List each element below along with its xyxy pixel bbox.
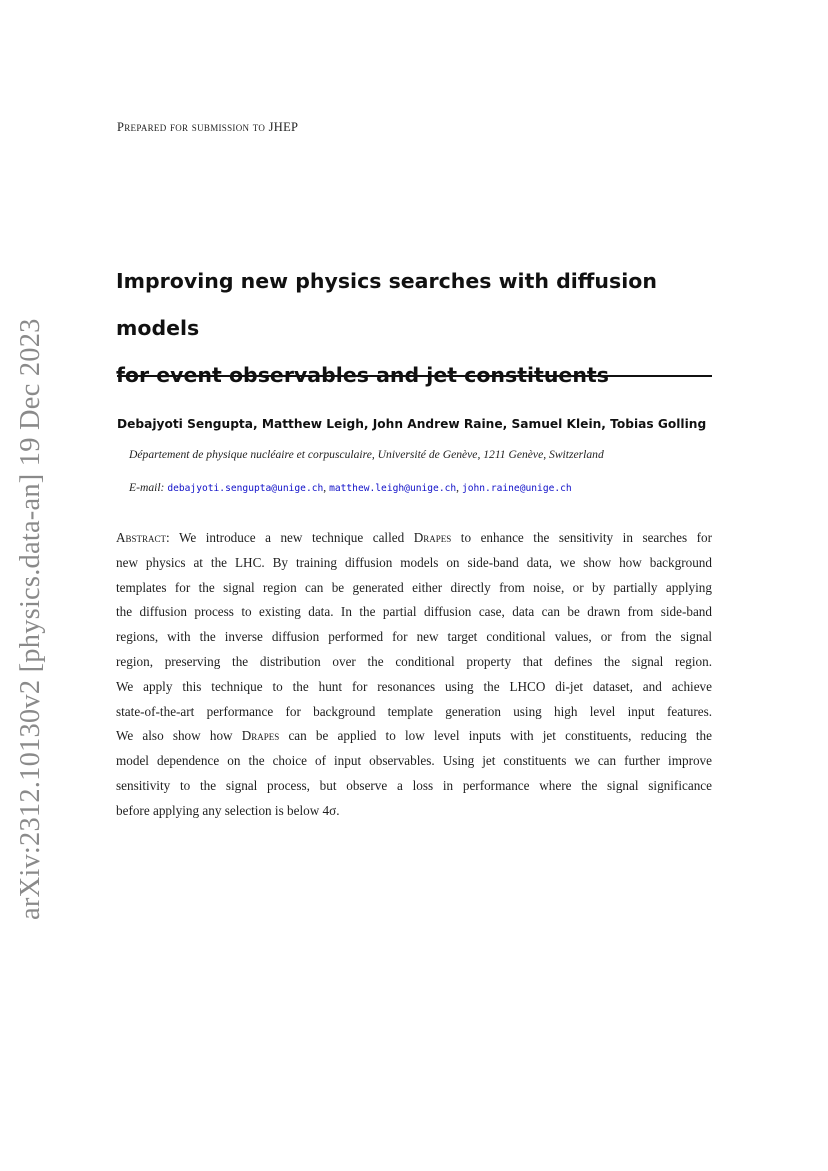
- abstract-label: Abstract:: [116, 530, 170, 545]
- email-link-leigh[interactable]: matthew.leigh@unige.ch: [329, 483, 457, 494]
- abstract-line: new physics at the LHC. By training diffusion models on side-band data, we show how background: [116, 554, 712, 570]
- method-name: Drapes: [413, 530, 452, 545]
- title-line-2: for event observables and jet constituents: [116, 363, 609, 387]
- abstract-text: We introduce a new technique called: [169, 530, 414, 545]
- abstract-text: can be applied to low level inputs with jet constituents, reducing the: [279, 728, 712, 744]
- abstract: [116, 526, 712, 824]
- email-label: E-mail:: [129, 481, 165, 494]
- affiliation: Département de physique nucléaire et corpusculaire, Université de Genève, 1211 Genève, Switzerland: [129, 448, 604, 461]
- abstract-line: region, preserving the distribution over the conditional property that defines the signal region.: [116, 653, 712, 669]
- title-divider: [117, 375, 712, 377]
- abstract-line: regions, with the inverse diffusion performed for new target conditional values, or from the signal: [116, 629, 712, 645]
- abstract-text: We also show how: [116, 728, 242, 744]
- abstract-line: model dependence on the choice of input observables. Using jet constituents we can further improve: [116, 753, 712, 769]
- abstract-line: the diffusion process to existing data. In the partial diffusion case, data can be drawn from side-band: [116, 604, 712, 620]
- journal-preparation-note: Prepared for submission to JHEP: [117, 120, 299, 134]
- arxiv-identifier-stamp: arXiv:2312.10130v2 [physics.data-an] 19 Dec 2023: [15, 318, 46, 920]
- email-line: E-mail: debajyoti.sengupta@unige.ch, matthew.leigh@unige.ch, john.raine@unige.ch: [129, 481, 572, 494]
- abstract-line: before applying any selection is below 4σ.: [116, 802, 340, 818]
- abstract-line: We apply this technique to the hunt for resonances using the LHCO di-jet dataset, and achieve: [116, 678, 712, 694]
- abstract-text: to enhance the sensitivity in searches for: [451, 530, 713, 545]
- abstract-line: state-of-the-art performance for background template generation using high level input features.: [116, 703, 712, 719]
- abstract-line: sensitivity to the signal process, but observe a loss in performance where the signal significance: [116, 777, 712, 793]
- title-line-1: Improving new physics searches with diffusion models: [116, 269, 657, 340]
- author-list: Debajyoti Sengupta, Matthew Leigh, John Andrew Raine, Samuel Klein, Tobias Golling: [117, 417, 707, 431]
- email-link-raine[interactable]: john.raine@unige.ch: [461, 483, 572, 494]
- abstract-line: [116, 724, 712, 749]
- paper-title: [116, 258, 726, 399]
- email-link-sengupta[interactable]: debajyoti.sengupta@unige.ch: [167, 483, 324, 494]
- abstract-line: [116, 526, 712, 551]
- abstract-line: templates for the signal region can be generated either directly from noise, or by partially applying: [116, 579, 712, 595]
- method-name: Drapes: [241, 728, 280, 744]
